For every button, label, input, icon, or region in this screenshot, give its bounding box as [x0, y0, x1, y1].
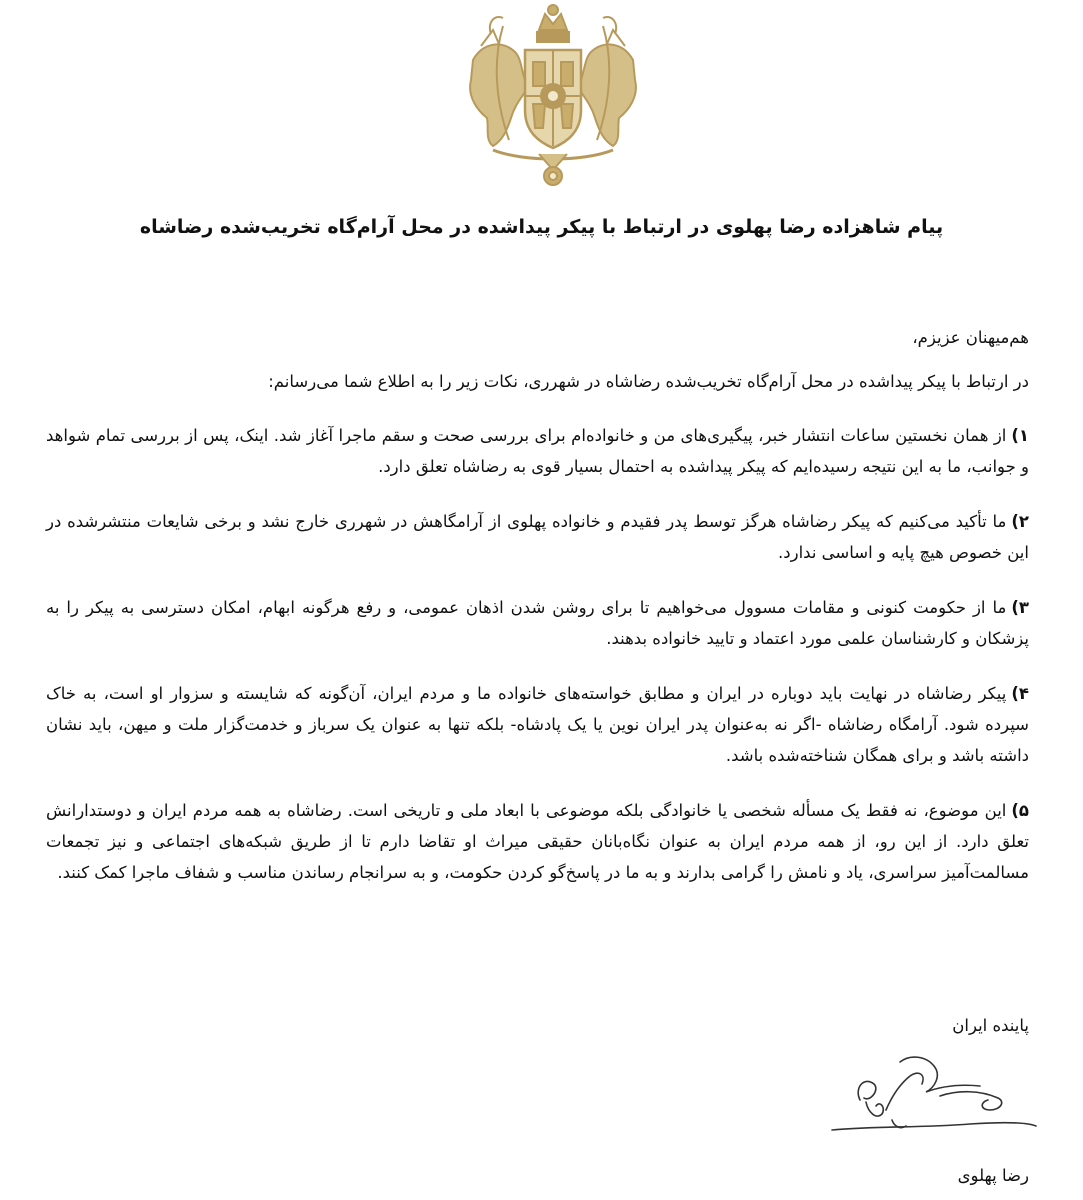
point-text: ما تأکید می‌کنیم که پیکر رضاشاه هرگز توسط پدر فقیدم و خانواده پهلوی از آرامگاهش در شهرری خارج نشد و برخی شایعات منتشرشده در این خصوص هیچ پایه و اساسی ندارد.	[46, 512, 1029, 562]
point-number: ۲)	[1011, 512, 1029, 531]
closing-line: پاینده ایران	[952, 1016, 1029, 1035]
point-4	[46, 678, 1029, 771]
point-number: ۳)	[1011, 598, 1029, 617]
greeting: هم‌میهنان عزیزم،	[912, 328, 1029, 347]
point-text: از همان نخستین ساعات انتشار خبر، پیگیری‌های من و خانواده‌ام برای بررسی صحت و سقم ماجرا آغاز شد. اینک، پس از بررسی تمام شواهد و جوانب، ما به این نتیجه رسیده‌ایم که پیکر پیداشده به احتمال بسیار قوی به رضاشاه تعلق دارد.	[46, 426, 1029, 476]
point-text: ما از حکومت کنونی و مقامات مسوول می‌خواهیم تا برای روشن شدن اذهان عمومی، و رفع هرگونه ابهام، امکان دسترسی به پیکر را به پزشکان و کارشناسان علمی مورد اعتماد و تایید خانواده بدهند.	[46, 598, 1029, 648]
coat-of-arms-icon	[433, 0, 673, 190]
signature-icon	[830, 1040, 1040, 1145]
point-number: ۱)	[1011, 426, 1029, 445]
point-number: ۴)	[1011, 684, 1029, 703]
point-2	[46, 506, 1029, 568]
point-text: پیکر رضاشاه در نهایت باید دوباره در ایران و مطابق خواسته‌های خانواده ما و مردم ایران، آن‌گونه که شایسته و سزوار او است، به خاک سپرده شود. آرامگاه رضاشاه -اگر نه به‌عنوان پدر ایران نوین یا یک پادشاه- بلکه تنها به عنوان یک سرباز و خدمت‌گزار ملت و میهن، باید نشان داشته باشد و برای همگان شناخته‌شده باشد.	[46, 684, 1029, 765]
point-5	[46, 795, 1029, 888]
point-3	[46, 592, 1029, 654]
letter-body	[46, 322, 1029, 912]
point-text: این موضوع، نه فقط یک مسأله شخصی یا خانوادگی بلکه موضوعی با ابعاد ملی و تاریخی است. رضاشاه به همه مردم ایران و دوستدارانش تعلق دارد. از این رو، از همه مردم ایران به عنوان نگاه‌بانان حقیقی میراث او تقاضا دارم تا از طریق شبکه‌های اجتماعی و نیز تجمعات مسالمت‌آمیز سراسری، یاد و نامش را گرامی بدارند و به ما در پاسخ‌گو کردن حکومت، و به سرانجام رساندن مناسب و شفاف ماجرا کمک کنند.	[46, 801, 1029, 882]
point-number: ۵)	[1011, 801, 1029, 820]
intro-paragraph: در ارتباط با پیکر پیداشده در محل آرام‌گاه تخریب‌شده رضاشاه در شهرری، نکات زیر را به اطلاع شما می‌رسانم:	[268, 372, 1029, 391]
point-1	[46, 420, 1029, 482]
letter-title: پیام شاهزاده رضا پهلوی در ارتباط با پیکر پیداشده در محل آرام‌گاه تخریب‌شده رضاشاه	[139, 216, 944, 238]
signer-name: رضا پهلوی	[957, 1166, 1029, 1185]
